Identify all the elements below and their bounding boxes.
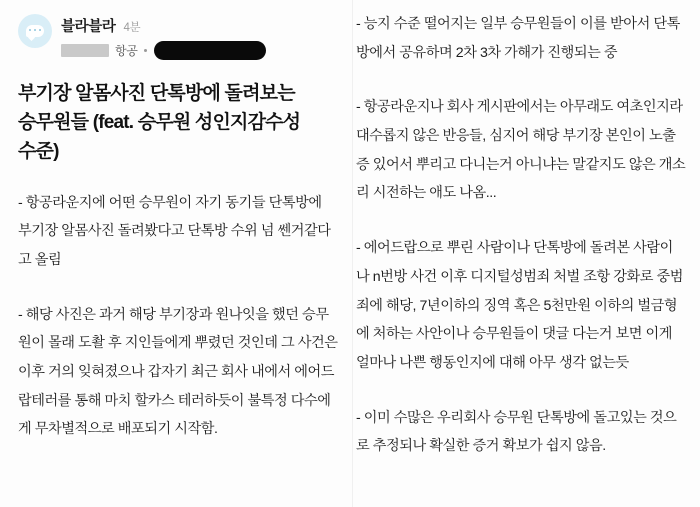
- post-paragraph: - 능지 수준 떨어지는 일부 승무원들이 이를 받아서 단톡방에서 공유하며 2차 3차 가해가 진행되는 중: [356, 16, 680, 61]
- page-title: 부기장 알몸사진 단톡방에 돌려보는 승무원들 (feat. 승무원 성인지감수성 수준): [18, 83, 301, 162]
- post-paragraph: - 해당 사진은 과거 해당 부기장과 원나잇을 했던 승무원이 몰래 도촬 후 지인들에게 뿌렸던 것인데 그 사건은 이후 거의 잊혀졌으나 갑자기 최근 회사 내에서 에어드랍테러를 통해 마치 할카스 테러하듯이 불특정 다수에게 무차별적으로 배포되기 시작함.: [18, 306, 338, 438]
- company-category-label: 항공: [115, 44, 138, 58]
- post-paragraph: - 에어드랍으로 뿌린 사람이나 단톡방에 돌려본 사람이나 n번방 사건 이후 디지털성범죄 처벌 조항 강화로 중범죄에 해당, 7년이하의 징역 혹은 5천만원 이하의 벌금형에 처하는 사안이나 승무원들이 댓글 다는거 보면 이게 얼마나 나쁜 행동인지에 대해 아무 생각 없는듯: [356, 240, 683, 371]
- author-meta-row: [61, 41, 266, 60]
- chat-bubble-icon: [26, 25, 44, 37]
- redacted-company-name: [61, 44, 109, 57]
- author-row: [61, 15, 266, 36]
- post-header: [18, 10, 338, 60]
- post-header-text: [61, 14, 266, 60]
- post-timestamp: 4분: [123, 22, 141, 34]
- redacted-board-name: [154, 41, 266, 60]
- separator-dot-icon: [144, 49, 147, 52]
- post-right-column: [352, 0, 700, 507]
- bubble-dots-icon: [29, 29, 41, 31]
- avatar[interactable]: [18, 14, 52, 48]
- author-nickname[interactable]: 블라블라: [61, 19, 116, 35]
- post-paragraph: - 항공라운지에 어떤 승무원이 자기 동기들 단톡방에 부기장 알몸사진 돌려봤다고 단톡방 수위 넘 쎈거같다고 올림: [18, 194, 331, 268]
- post-paragraph: - 항공라운지나 회사 게시판에서는 아무래도 여초인지라 대수롭지 않은 반응들, 심지어 해당 부기장 본인이 노출증 있어서 뿌리고 다니는거 아니냐는 말같지도 않은 개소리 시전하는 애도 나옴...: [356, 99, 686, 202]
- post-paragraph: - 이미 수많은 우리회사 승무원 단톡방에 돌고있는 것으로 추정되나 확실한 증거 확보가 쉽지 않음.: [356, 409, 677, 455]
